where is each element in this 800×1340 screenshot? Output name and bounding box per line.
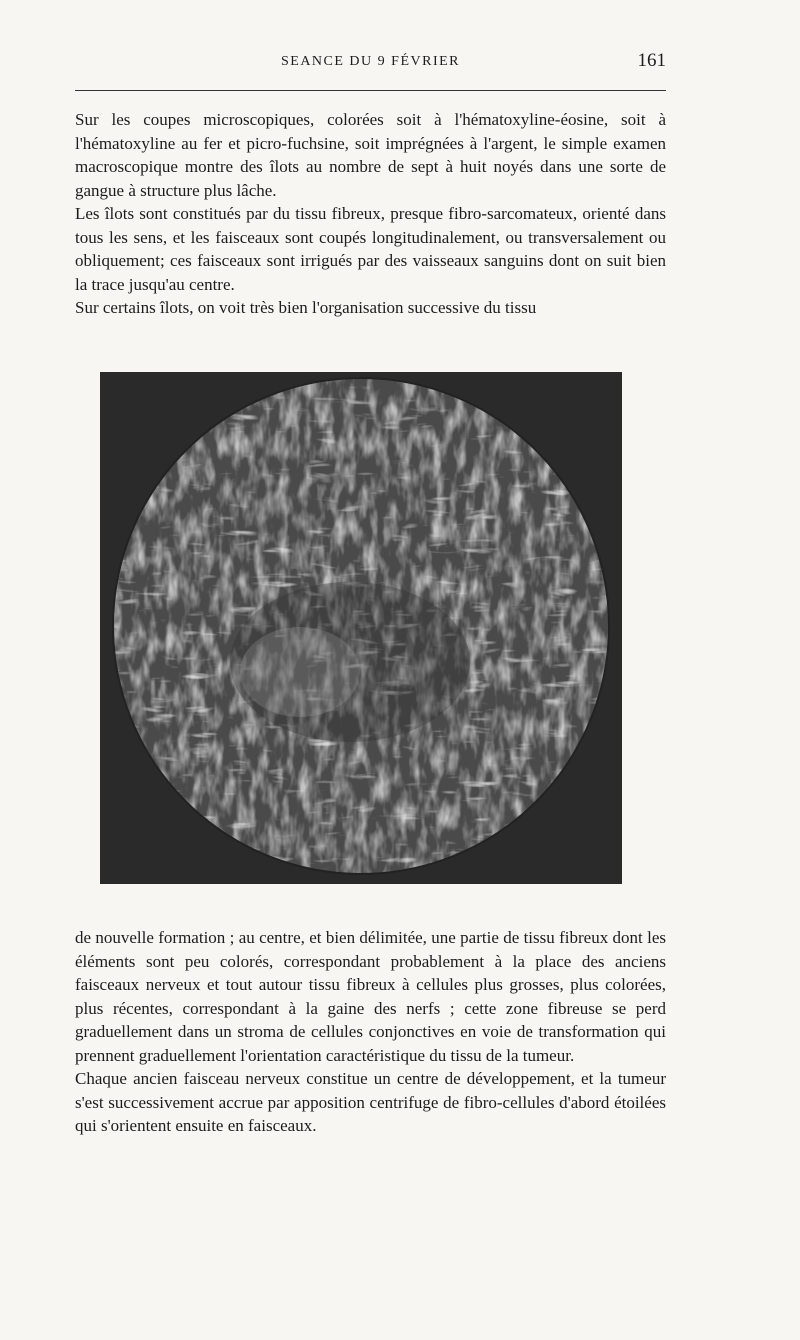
text-block-top [75, 108, 666, 320]
paragraph-1: Sur les coupes microscopiques, colorées soit à l'hématoxyline-éosine, soit à l'hématoxyline au fer et picro-fuchsine, soit imprégnées à l'argent, le simple examen macroscopique montre des îlots au nombre de sept à huit noyés dans une sorte de gangue à structure plus lâche. [75, 110, 666, 200]
paragraph-4: Chaque ancien faisceau nerveux constitue un centre de développement, et la tumeur s'est successivement accrue par apposition centrifuge de fibro-cellules d'abord étoilées qui s'orientent ensuite en faisceaux. [75, 1069, 666, 1135]
paragraph-3: Sur certains îlots, on voit très bien l'organisation successive du tissu [75, 298, 537, 317]
page-number: 161 [637, 50, 666, 71]
paragraph-3-continued: de nouvelle formation ; au centre, et bien délimitée, une partie de tissu fibreux dont les éléments sont peu colorés, correspondant probablement à la place des anciens faisceaux nerveux et tout autour tissu fibreux à cellules plus grosses, plus colorées, plus récentes, correspondant à la gaine des nerfs ; cette zone fibreuse se perd graduellement dans un stroma de cellules conjonctives en voie de transformation qui prennent graduellement l'orientation caractéristique du tissu de la tumeur. [75, 928, 666, 1065]
paragraph-2: Les îlots sont constitués par du tissu fibreux, presque fibro-sarcomateux, orienté dans tous les sens, et les faisceaux sont coupés longitudinalement, ou transversalement ou obliquement; ces faisceaux sont irrigués par des vaisseaux sanguins dont on suit bien la trace jusqu'au centre. [75, 204, 666, 294]
micrograph-image [100, 372, 622, 884]
text-block-bottom [75, 926, 666, 1138]
header-rule [75, 90, 666, 91]
running-head [75, 50, 666, 76]
running-head-title: SEANCE DU 9 FÉVRIER [280, 54, 460, 69]
micrograph-figure [100, 372, 622, 884]
